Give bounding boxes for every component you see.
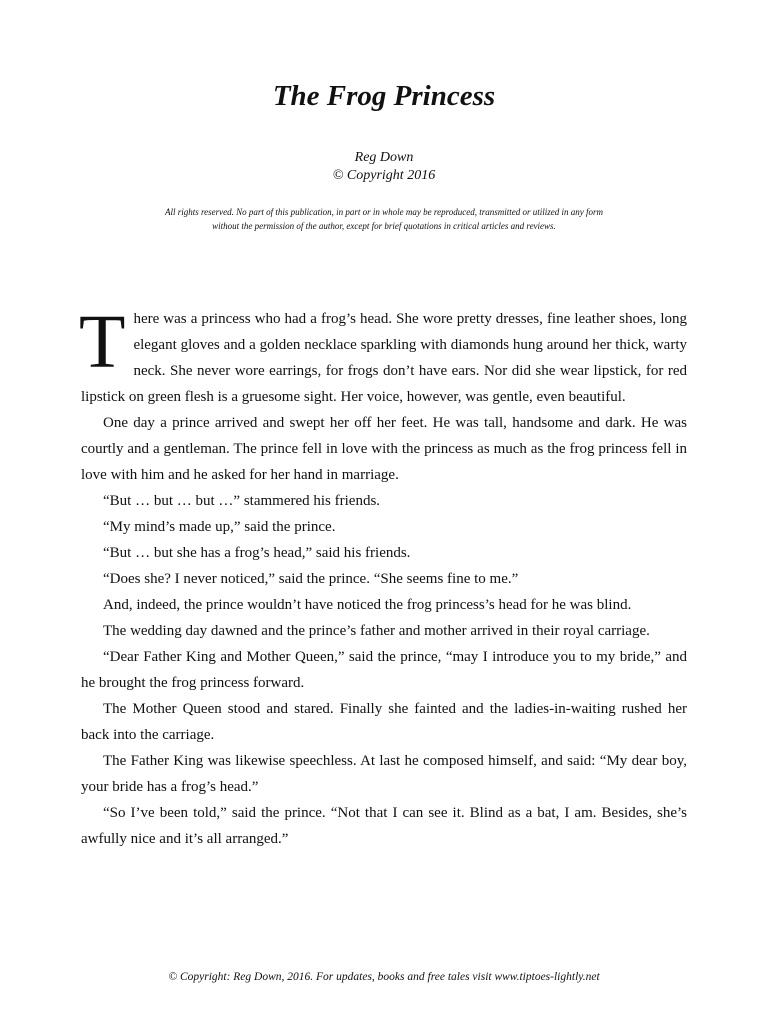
copyright-line: © Copyright 2016 xyxy=(332,168,436,183)
paragraph-1-text: here was a princess who had a frog’s head. She wore pretty dresses, fine leather shoes, long elegant gloves and a golden necklace sparkling with diamonds hung around her thick, warty neck. She never wore earrings, for frogs don’t have ears. Nor did she wear lipstick, for red lipstick on green flesh is a gruesome sight. Her voice, however, was gentle, even beautiful. xyxy=(81,311,687,405)
paragraph: And, indeed, the prince wouldn’t have noticed the frog princess’s head for he was blind. xyxy=(103,597,632,613)
paragraph-1 xyxy=(79,300,687,410)
paragraph: “My mind’s made up,” said the prince. xyxy=(103,519,336,535)
paragraph: “So I’ve been told,” said the prince. “Not that I can see it. Blind as a bat, I am. Besides, she’s awfully nice and it’s all arranged.” xyxy=(81,805,687,847)
page-title: The Frog Princess xyxy=(272,80,496,112)
paragraph: The wedding day dawned and the prince’s father and mother arrived in their royal carriage. xyxy=(103,623,650,639)
paragraph: “Dear Father King and Mother Queen,” said the prince, “may I introduce you to my bride,” and he brought the frog princess forward. xyxy=(81,649,687,691)
story-body xyxy=(79,300,687,852)
paragraph: “Does she? I never noticed,” said the prince. “She seems fine to me.” xyxy=(103,571,519,587)
page-footer: © Copyright: Reg Down, 2016. For updates, books and free tales visit www.tiptoes-lightly.net xyxy=(168,971,600,983)
rights-notice xyxy=(120,205,648,233)
paragraph: “But … but … but …” stammered his friends. xyxy=(103,493,381,509)
paragraph: “But … but she has a frog’s head,” said his friends. xyxy=(103,545,411,561)
paragraph: The Father King was likewise speechless. At last he composed himself, and said: “My dear boy, your bride has a frog’s head.” xyxy=(81,753,687,795)
paragraph: The Mother Queen stood and stared. Finally she fainted and the ladies-in-waiting rushed her back into the carriage. xyxy=(81,701,687,743)
rights-line-1: All rights reserved. No part of this publication, in part or in whole may be reproduced, transmitted or utilized in any form xyxy=(165,207,603,217)
author-name: Reg Down xyxy=(354,150,414,165)
drop-cap: T xyxy=(79,300,126,384)
rights-line-2: without the permission of the author, except for brief quotations in critical articles and reviews. xyxy=(212,221,556,231)
paragraph: One day a prince arrived and swept her off her feet. He was tall, handsome and dark. He was courtly and a gentleman. The prince fell in love with the princess as much as the frog princess fell in love with him and he asked for her hand in marriage. xyxy=(81,415,687,483)
